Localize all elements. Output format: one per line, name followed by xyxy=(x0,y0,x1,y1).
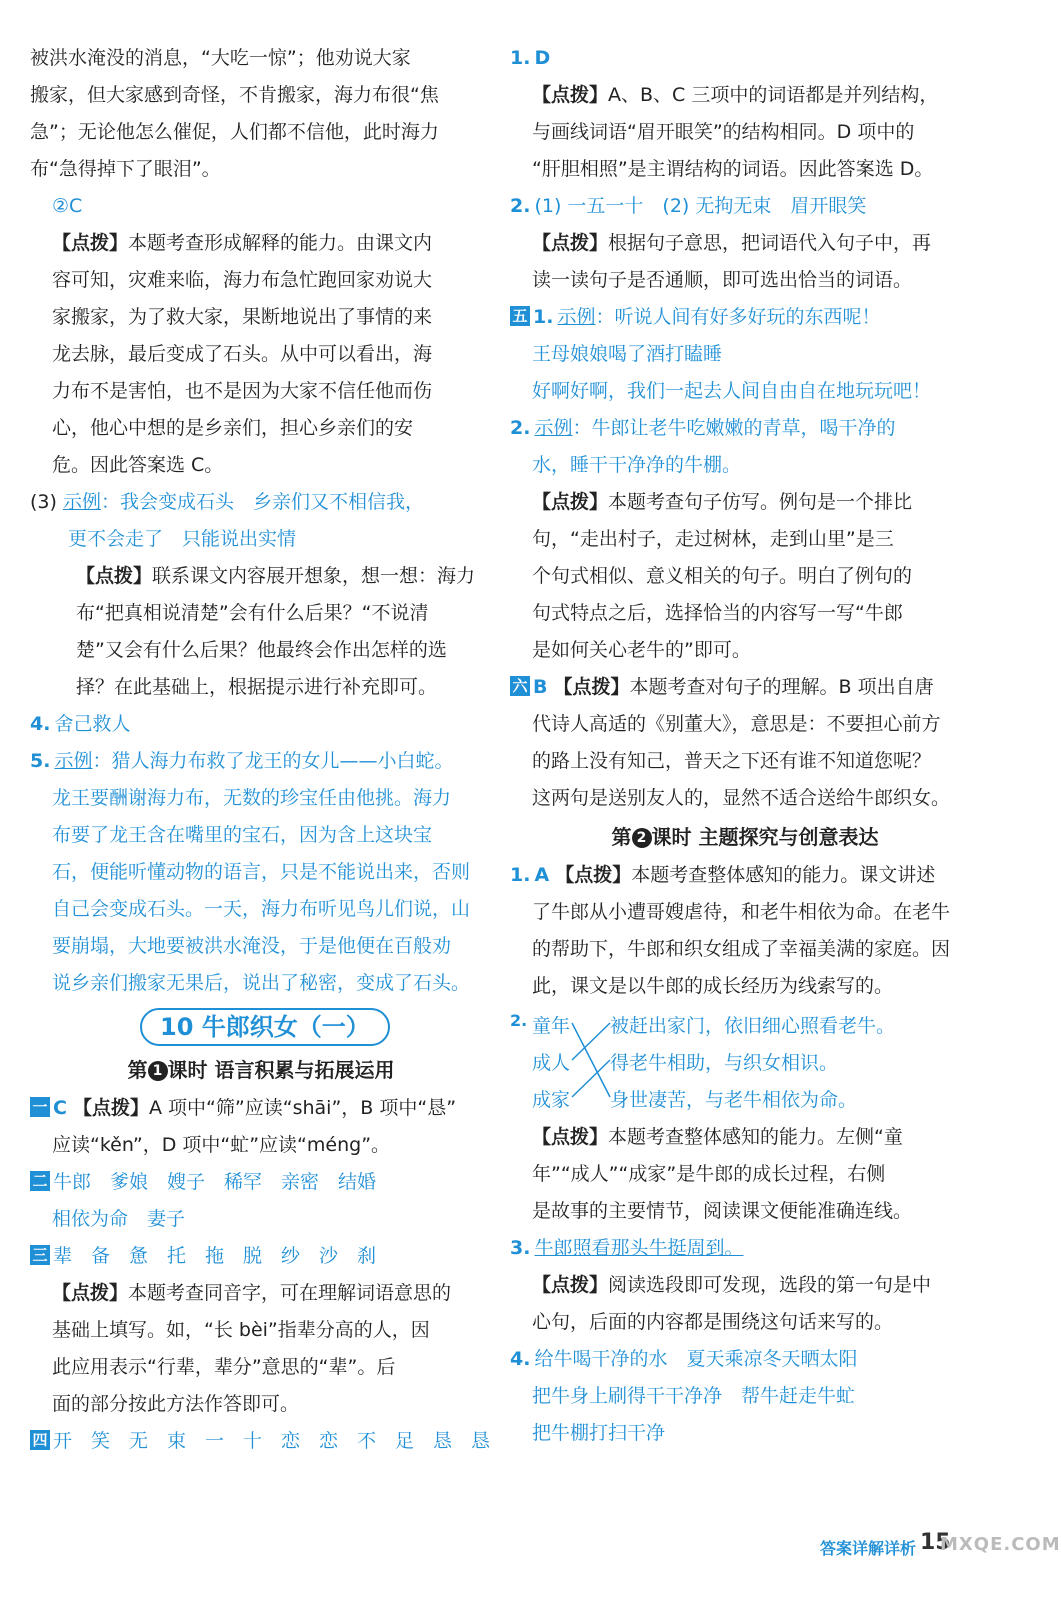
text-span: 阅读选段即可发现，选段的第一句是中 xyxy=(608,1274,932,1296)
answer-text: C xyxy=(53,1097,67,1119)
text-span: 根据句子意思，把词语代入句子中，再 xyxy=(608,232,932,254)
q-num: 4. xyxy=(30,713,51,735)
answer-text: ：牛郎让老牛吃嫩嫩的青草，喝干净的 xyxy=(572,417,896,439)
text-line xyxy=(30,558,492,595)
text-line: 家搬家，为了救大家，果断地说出了事情的来 xyxy=(52,306,433,328)
answer-text: 更不会走了 只能说出实情 xyxy=(68,528,297,550)
text-line xyxy=(510,1119,980,1156)
answer-b3 xyxy=(510,1230,980,1267)
section-4 xyxy=(30,1423,492,1460)
text-line: 心，他心中想的是乡亲们，担心乡亲们的安 xyxy=(52,417,414,439)
dianbo-tag: 【点拨】 xyxy=(532,84,609,106)
text-line xyxy=(510,77,980,114)
section-box: 六 xyxy=(510,676,530,696)
text-span: A 项中“筛”应读“shāi”，B 项中“恳” xyxy=(149,1097,457,1119)
text-line: 是如何关心老牛的”即可。 xyxy=(532,639,751,661)
page-footer xyxy=(810,1530,1061,1566)
text-line: 龙去脉，最后变成了石头。从中可以看出，海 xyxy=(52,343,433,365)
answer-text: 布要了龙王含在嘴里的宝石，因为含上这块宝 xyxy=(52,824,433,846)
dianbo-tag: 【点拨】 xyxy=(76,565,153,587)
example-label: 示例 xyxy=(54,750,93,772)
answer-text: 好啊好啊，我们一起去人间自由自在地玩玩吧！ xyxy=(532,380,932,402)
answer-text: 牛郎 爹娘 嫂子 稀罕 亲密 结婚 xyxy=(53,1171,377,1193)
answer-text: ：我会变成石头 乡亲们又不相信我， xyxy=(100,491,424,513)
watermark: MXQE.COM xyxy=(940,1534,1061,1555)
text-line: 是故事的主要情节，阅读课文便能准确连线。 xyxy=(532,1200,913,1222)
dianbo-tag: 【点拨】 xyxy=(532,1126,609,1148)
q-num: 2. xyxy=(510,195,531,217)
text-line: 被洪水淹没的消息，“大吃一惊”；他劝说大家 xyxy=(30,47,411,69)
section-1 xyxy=(30,1090,492,1127)
matching-answer xyxy=(510,1005,980,1119)
answer-5 xyxy=(30,743,492,780)
answer-text: 王母娘娘喝了酒打瞌睡 xyxy=(532,343,723,365)
match-line xyxy=(572,1060,610,1097)
example-label: 示例 xyxy=(557,306,596,328)
match-left-item: 成人 xyxy=(532,1052,571,1074)
text-span: 本题考查同音字，可在理解词语意思的 xyxy=(128,1282,452,1304)
answer-b1 xyxy=(510,857,980,894)
dianbo-tag: 【点拨】 xyxy=(532,232,609,254)
text-span: 本题考查整体感知的能力。左侧“童 xyxy=(608,1126,903,1148)
heading-text: 课时 主题探究与创意表达 xyxy=(651,825,879,849)
text-line: 代诗人高适的《别董大》，意思是：不要担心前方 xyxy=(532,713,941,735)
text-span: 联系课文内容展开想象，想一想：海力 xyxy=(152,565,476,587)
q-num: 1. xyxy=(533,306,554,328)
match-right-item: 被赶出家门，依旧细心照看老牛。 xyxy=(610,1015,896,1037)
dianbo-tag: 【点拨】 xyxy=(532,1274,609,1296)
page-number: 15 xyxy=(920,1530,951,1555)
circle-number: 1 xyxy=(148,1061,168,1081)
section-3 xyxy=(30,1238,492,1275)
answer-text: 舍己救人 xyxy=(54,713,131,735)
text-line: 容可知，灾难来临，海力布急忙跑回家劝说大 xyxy=(52,269,433,291)
q-num: 5. xyxy=(30,750,51,772)
q-num: 1. xyxy=(510,47,531,69)
text-line: 布“把真相说清楚”会有什么后果？“不说清 xyxy=(76,602,429,624)
answer-2: ②C xyxy=(52,195,83,217)
text-line: 心句，后面的内容都是围绕这句话来写的。 xyxy=(532,1311,894,1333)
text-line xyxy=(510,484,980,521)
text-line: 了牛郎从小遭哥嫂虐待，和老牛相依为命。在老牛 xyxy=(532,901,951,923)
left-column xyxy=(30,40,492,1460)
dianbo-tag: 【点拨】 xyxy=(52,1282,129,1304)
heading-text: 课时 语言积累与拓展运用 xyxy=(167,1058,395,1082)
text-line: 与画线词语“眉开眼笑”的结构相同。D 项中的 xyxy=(532,121,915,143)
text-line: 基础上填写。如，“长 bèi”指辈分高的人，因 xyxy=(52,1319,430,1341)
text-line: 此应用表示“行辈，辈分”意思的“辈”。后 xyxy=(52,1356,396,1378)
dianbo-tag: 【点拨】 xyxy=(532,491,609,513)
answer-r1 xyxy=(510,40,980,77)
answer-text: 水，睡干干净净的牛棚。 xyxy=(532,454,742,476)
text-line: 个句式相似、意义相关的句子。明白了例句的 xyxy=(532,565,913,587)
text-line: 读一读句子是否通顺，即可选出恰当的词语。 xyxy=(532,269,913,291)
answer-text: (1) 一五一十 (2) 无拘无束 眉开眼笑 xyxy=(534,195,867,217)
example-label: 示例 xyxy=(534,417,573,439)
heading-text: 第 xyxy=(127,1058,148,1082)
section-heading xyxy=(510,817,980,857)
text-line xyxy=(30,1275,492,1312)
q-num: 3. xyxy=(510,1237,531,1259)
text-line: 择？在此基础上，根据提示进行补充即可。 xyxy=(76,676,438,698)
right-column xyxy=(510,40,980,1452)
answer-text: 辈 备 惫 托 拖 脱 纱 沙 刹 xyxy=(53,1245,377,1267)
text-line: 的帮助下，牛郎和织女组成了幸福美满的家庭。因 xyxy=(532,938,951,960)
answer-text: A xyxy=(534,864,550,886)
answer-text: 牛郎照看那头牛挺周到。 xyxy=(534,1237,744,1259)
footer-label: 答案详解详析 xyxy=(820,1539,917,1558)
dianbo-tag: 【点拨】 xyxy=(73,1097,150,1119)
answer-text: 相依为命 妻子 xyxy=(52,1208,186,1230)
q-num: 2. xyxy=(510,417,531,439)
text-line xyxy=(510,1267,980,1304)
answer-text: 给牛喝干净的水 夏天乘凉冬天晒太阳 xyxy=(534,1348,858,1370)
text-span: 本题考查形成解释的能力。由课文内 xyxy=(128,232,433,254)
text-span: 本题考查句子仿写。例句是一个排比 xyxy=(608,491,913,513)
text-line: 此，课文是以牛郎的成长经历为线索写的。 xyxy=(532,975,894,997)
answer-text: ：听说人间有好多好玩的东西呢！ xyxy=(595,306,881,328)
text-line: 句式特点之后，选择恰当的内容写一写“牛郎 xyxy=(532,602,903,624)
text-line: 搬家，但大家感到奇怪，不肯搬家，海力布很“焦 xyxy=(30,84,439,106)
dianbo-tag: 【点拨】 xyxy=(555,864,632,886)
text-line: 这两句是送别友人的，显然不适合送给牛郎织女。 xyxy=(532,787,951,809)
text-line: 年”“成人”“成家”是牛郎的成长过程，右侧 xyxy=(532,1163,886,1185)
match-line xyxy=(572,1023,610,1097)
heading-text: 第 xyxy=(611,825,632,849)
answer-text: 把牛身上刷得干干净净 帮牛赶走牛虻 xyxy=(532,1385,856,1407)
text-line: 布“急得掉下了眼泪”。 xyxy=(30,158,221,180)
section-box: 五 xyxy=(510,306,530,326)
text-line: “肝胆相照”是主谓结构的词语。因此答案选 D。 xyxy=(532,158,934,180)
match-left-item: 童年 xyxy=(532,1015,571,1037)
section-box: 二 xyxy=(30,1171,50,1191)
example-label: 示例 xyxy=(62,491,101,513)
q-num: (3) xyxy=(30,491,57,513)
match-lines xyxy=(570,1005,612,1115)
answer-text: 石，便能听懂动物的语言，只是不能说出来，否则 xyxy=(52,861,471,883)
match-line xyxy=(572,1023,610,1060)
lesson-title: 10 牛郎织女（一） xyxy=(140,1008,390,1046)
section-box: 一 xyxy=(30,1097,50,1117)
text-span: 本题考查对句子的理解。B 项出自唐 xyxy=(629,676,934,698)
q-num: 2. xyxy=(510,1011,528,1030)
text-line: 句，“走出村子，走过树林，走到山里”是三 xyxy=(532,528,894,550)
dianbo-tag: 【点拨】 xyxy=(553,676,630,698)
answer-r2 xyxy=(510,188,980,225)
q-num: 1. xyxy=(510,864,531,886)
answer-text: B xyxy=(533,676,548,698)
section-5 xyxy=(510,299,980,336)
q-num: 4. xyxy=(510,1348,531,1370)
text-line: 的路上没有知己，普天之下还有谁不知道您呢？ xyxy=(532,750,932,772)
section-box: 四 xyxy=(30,1430,50,1450)
section-heading xyxy=(30,1050,492,1090)
answer-text: 龙王要酬谢海力布，无数的珍宝任由他挑。海力 xyxy=(52,787,452,809)
answer-text: 把牛棚打扫干净 xyxy=(532,1422,666,1444)
text-line: 应读“kěn”，D 项中“虻”应读“méng”。 xyxy=(52,1134,391,1156)
match-right-item: 得老牛相助，与织女相识。 xyxy=(610,1052,839,1074)
answer-4 xyxy=(30,706,492,743)
text-span: 本题考查整体感知的能力。课文讲述 xyxy=(631,864,936,886)
text-line: 急”；无论他怎么催促，人们都不信他，此时海力 xyxy=(30,121,439,143)
section-2 xyxy=(30,1164,492,1201)
section-box: 三 xyxy=(30,1245,50,1265)
match-left-item: 成家 xyxy=(532,1089,571,1111)
dianbo-tag: 【点拨】 xyxy=(52,232,129,254)
answer-text: 要崩塌，大地要被洪水淹没，于是他便在百般劝 xyxy=(52,935,452,957)
match-right-item: 身世凄苦，与老牛相依为命。 xyxy=(610,1089,858,1111)
answer-text: D xyxy=(534,47,551,69)
answer-b4 xyxy=(510,1341,980,1378)
text-line: 力布不是害怕，也不是因为大家不信任他而伤 xyxy=(52,380,433,402)
answer-3 xyxy=(30,484,492,521)
text-line: 危。因此答案选 C。 xyxy=(52,454,224,476)
text-span: A、B、C 三项中的词语都是并列结构， xyxy=(608,84,939,106)
answer-text: ：猎人海力布救了龙王的女儿——小白蛇。 xyxy=(92,750,454,772)
answer-r6 xyxy=(510,410,980,447)
answer-text: 开 笑 无 束 一 十 恋 恋 不 足 恳 恳 xyxy=(53,1430,491,1452)
text-line xyxy=(510,225,980,262)
text-line xyxy=(30,225,492,262)
circle-number: 2 xyxy=(632,828,652,848)
answer-text: 自己会变成石头。一天，海力布听见鸟儿们说，山 xyxy=(52,898,471,920)
section-6 xyxy=(510,669,980,706)
text-line: 楚”又会有什么后果？他最终会作出怎样的选 xyxy=(76,639,447,661)
answer-text: 说乡亲们搬家无果后，说出了秘密，变成了石头。 xyxy=(52,972,471,994)
text-line: 面的部分按此方法作答即可。 xyxy=(52,1393,300,1415)
